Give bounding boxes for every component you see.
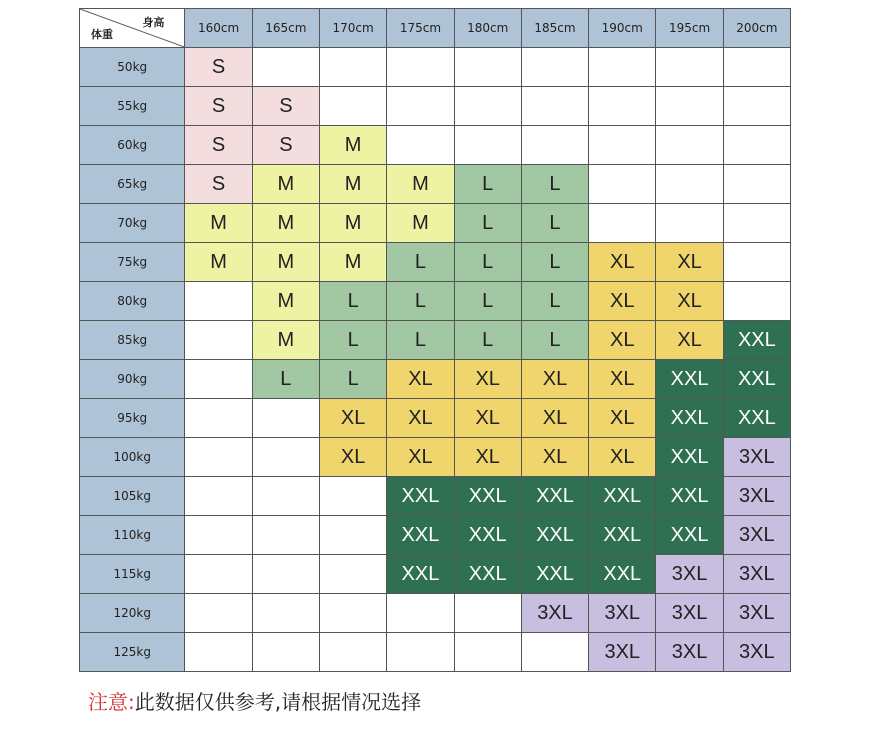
weight-header-cell: 120kg (80, 594, 185, 633)
size-cell: L (454, 204, 521, 243)
empty-size-cell (387, 633, 454, 672)
weight-header-cell: 100kg (80, 438, 185, 477)
empty-size-cell (723, 204, 790, 243)
size-cell: M (387, 204, 454, 243)
height-header-cell: 190cm (589, 9, 656, 48)
empty-size-cell (252, 516, 319, 555)
size-cell: XXL (656, 360, 723, 399)
size-cell: M (320, 243, 387, 282)
empty-size-cell (454, 48, 521, 87)
size-cell: XL (521, 360, 588, 399)
weight-header-cell: 55kg (80, 87, 185, 126)
empty-size-cell (185, 438, 252, 477)
size-cell: XL (454, 399, 521, 438)
empty-size-cell (589, 48, 656, 87)
size-cell: L (320, 321, 387, 360)
weight-header-cell: 60kg (80, 126, 185, 165)
empty-size-cell (656, 165, 723, 204)
size-cell: XXL (521, 516, 588, 555)
size-cell: XL (387, 399, 454, 438)
empty-size-cell (185, 360, 252, 399)
size-cell: S (252, 126, 319, 165)
empty-size-cell (185, 321, 252, 360)
weight-row (80, 399, 791, 438)
empty-size-cell (656, 87, 723, 126)
empty-size-cell (723, 282, 790, 321)
size-cell: XXL (387, 477, 454, 516)
size-cell: 3XL (656, 594, 723, 633)
size-cell: M (252, 243, 319, 282)
empty-size-cell (185, 516, 252, 555)
weight-row (80, 477, 791, 516)
size-cell: M (185, 243, 252, 282)
size-cell: L (454, 282, 521, 321)
height-header-cell: 195cm (656, 9, 723, 48)
empty-size-cell (521, 126, 588, 165)
empty-size-cell (723, 48, 790, 87)
size-cell: XL (589, 438, 656, 477)
size-cell: S (185, 165, 252, 204)
empty-size-cell (723, 87, 790, 126)
size-cell: 3XL (723, 594, 790, 633)
empty-size-cell (589, 165, 656, 204)
size-cell: XL (387, 438, 454, 477)
empty-size-cell (185, 555, 252, 594)
size-cell: 3XL (723, 438, 790, 477)
size-cell: 3XL (723, 555, 790, 594)
size-cell: M (252, 204, 319, 243)
size-cell: XL (454, 438, 521, 477)
size-cell: XXL (723, 399, 790, 438)
size-cell: L (521, 282, 588, 321)
weight-row (80, 126, 791, 165)
size-cell: XL (320, 438, 387, 477)
size-cell: XXL (656, 477, 723, 516)
weight-header-cell: 90kg (80, 360, 185, 399)
weight-row (80, 204, 791, 243)
size-cell: XL (656, 321, 723, 360)
size-cell: L (320, 282, 387, 321)
empty-size-cell (185, 633, 252, 672)
empty-size-cell (320, 633, 387, 672)
empty-size-cell (320, 516, 387, 555)
empty-size-cell (320, 594, 387, 633)
size-chart (79, 8, 791, 670)
size-cell: L (387, 282, 454, 321)
height-header-cell: 170cm (320, 9, 387, 48)
size-cell: 3XL (589, 594, 656, 633)
weight-header-cell: 110kg (80, 516, 185, 555)
size-cell: XL (589, 282, 656, 321)
height-header-cell: 180cm (454, 9, 521, 48)
size-cell: M (185, 204, 252, 243)
empty-size-cell (185, 594, 252, 633)
weight-header-cell: 80kg (80, 282, 185, 321)
empty-size-cell (656, 126, 723, 165)
size-cell: 3XL (723, 477, 790, 516)
size-cell: XXL (589, 555, 656, 594)
size-cell: XL (589, 360, 656, 399)
empty-size-cell (185, 399, 252, 438)
empty-size-cell (454, 126, 521, 165)
empty-size-cell (387, 594, 454, 633)
size-cell: M (252, 321, 319, 360)
empty-size-cell (521, 633, 588, 672)
size-cell: XXL (454, 555, 521, 594)
size-cell: XXL (589, 477, 656, 516)
size-cell: L (521, 321, 588, 360)
note-text: 此数据仅供参考,请根据情况选择 (134, 690, 422, 714)
weight-header-cell: 70kg (80, 204, 185, 243)
weight-row (80, 282, 791, 321)
weight-row (80, 438, 791, 477)
size-cell: M (252, 165, 319, 204)
weight-row (80, 633, 791, 672)
empty-size-cell (185, 282, 252, 321)
empty-size-cell (252, 48, 319, 87)
empty-size-cell (454, 87, 521, 126)
size-cell: XXL (656, 399, 723, 438)
size-cell: XXL (589, 516, 656, 555)
weight-header-cell: 105kg (80, 477, 185, 516)
empty-size-cell (252, 594, 319, 633)
height-header-cell: 200cm (723, 9, 790, 48)
height-header-cell: 160cm (185, 9, 252, 48)
weight-row (80, 594, 791, 633)
empty-size-cell (387, 126, 454, 165)
weight-row (80, 555, 791, 594)
empty-size-cell (252, 399, 319, 438)
size-cell: S (185, 126, 252, 165)
size-cell: 3XL (723, 633, 790, 672)
size-cell: L (454, 321, 521, 360)
empty-size-cell (723, 126, 790, 165)
size-cell: XL (589, 321, 656, 360)
size-cell: M (320, 126, 387, 165)
size-cell: XL (589, 243, 656, 282)
size-cell: XL (320, 399, 387, 438)
note-label: 注意: (88, 690, 135, 714)
size-chart-table (79, 8, 791, 672)
weight-header-cell: 115kg (80, 555, 185, 594)
size-cell: XXL (454, 516, 521, 555)
size-cell: L (521, 243, 588, 282)
size-cell: 3XL (589, 633, 656, 672)
size-cell: L (320, 360, 387, 399)
size-cell: 3XL (723, 516, 790, 555)
weight-row (80, 243, 791, 282)
corner-header-cell (80, 9, 185, 48)
height-header-row (80, 9, 791, 48)
empty-size-cell (521, 87, 588, 126)
empty-size-cell (320, 555, 387, 594)
size-cell: XXL (723, 360, 790, 399)
size-cell: XXL (521, 555, 588, 594)
weight-header-cell: 85kg (80, 321, 185, 360)
size-cell: XXL (454, 477, 521, 516)
size-cell: L (521, 204, 588, 243)
height-header-cell: 185cm (521, 9, 588, 48)
empty-size-cell (387, 87, 454, 126)
size-cell: L (454, 243, 521, 282)
size-cell: L (387, 321, 454, 360)
size-cell: 3XL (656, 633, 723, 672)
height-header-cell: 175cm (387, 9, 454, 48)
size-cell: XL (656, 243, 723, 282)
size-cell: M (320, 204, 387, 243)
size-cell: L (387, 243, 454, 282)
empty-size-cell (320, 48, 387, 87)
size-cell: S (185, 48, 252, 87)
size-cell: XXL (521, 477, 588, 516)
empty-size-cell (589, 126, 656, 165)
size-cell: XL (589, 399, 656, 438)
weight-row (80, 516, 791, 555)
size-cell: XXL (387, 516, 454, 555)
empty-size-cell (723, 243, 790, 282)
weight-header-cell: 125kg (80, 633, 185, 672)
weight-header-cell: 50kg (80, 48, 185, 87)
size-cell: XL (387, 360, 454, 399)
height-header-cell: 165cm (252, 9, 319, 48)
empty-size-cell (454, 594, 521, 633)
empty-size-cell (454, 633, 521, 672)
empty-size-cell (656, 48, 723, 87)
disclaimer-note (88, 686, 421, 715)
size-cell: XL (521, 399, 588, 438)
size-cell: XL (656, 282, 723, 321)
size-cell: XXL (723, 321, 790, 360)
empty-size-cell (252, 555, 319, 594)
empty-size-cell (252, 438, 319, 477)
size-cell: L (454, 165, 521, 204)
weight-header-cell: 75kg (80, 243, 185, 282)
empty-size-cell (252, 633, 319, 672)
size-cell: L (252, 360, 319, 399)
weight-row (80, 87, 791, 126)
weight-row (80, 48, 791, 87)
size-cell: XXL (387, 555, 454, 594)
empty-size-cell (589, 204, 656, 243)
size-chart-body (80, 48, 791, 672)
empty-size-cell (320, 477, 387, 516)
size-cell: XXL (656, 516, 723, 555)
size-cell: M (387, 165, 454, 204)
empty-size-cell (185, 477, 252, 516)
size-cell: 3XL (656, 555, 723, 594)
size-cell: L (521, 165, 588, 204)
corner-height-label: 身高 (142, 16, 165, 29)
weight-row (80, 321, 791, 360)
empty-size-cell (656, 204, 723, 243)
empty-size-cell (521, 48, 588, 87)
empty-size-cell (252, 477, 319, 516)
size-cell: M (252, 282, 319, 321)
size-cell: XL (454, 360, 521, 399)
empty-size-cell (387, 48, 454, 87)
size-cell: S (185, 87, 252, 126)
size-cell: 3XL (521, 594, 588, 633)
empty-size-cell (589, 87, 656, 126)
size-cell: XXL (656, 438, 723, 477)
weight-header-cell: 95kg (80, 399, 185, 438)
weight-row (80, 165, 791, 204)
size-cell: S (252, 87, 319, 126)
corner-weight-label: 体重 (91, 28, 113, 41)
empty-size-cell (320, 87, 387, 126)
weight-row (80, 360, 791, 399)
size-cell: M (320, 165, 387, 204)
empty-size-cell (723, 165, 790, 204)
size-cell: XL (521, 438, 588, 477)
weight-header-cell: 65kg (80, 165, 185, 204)
